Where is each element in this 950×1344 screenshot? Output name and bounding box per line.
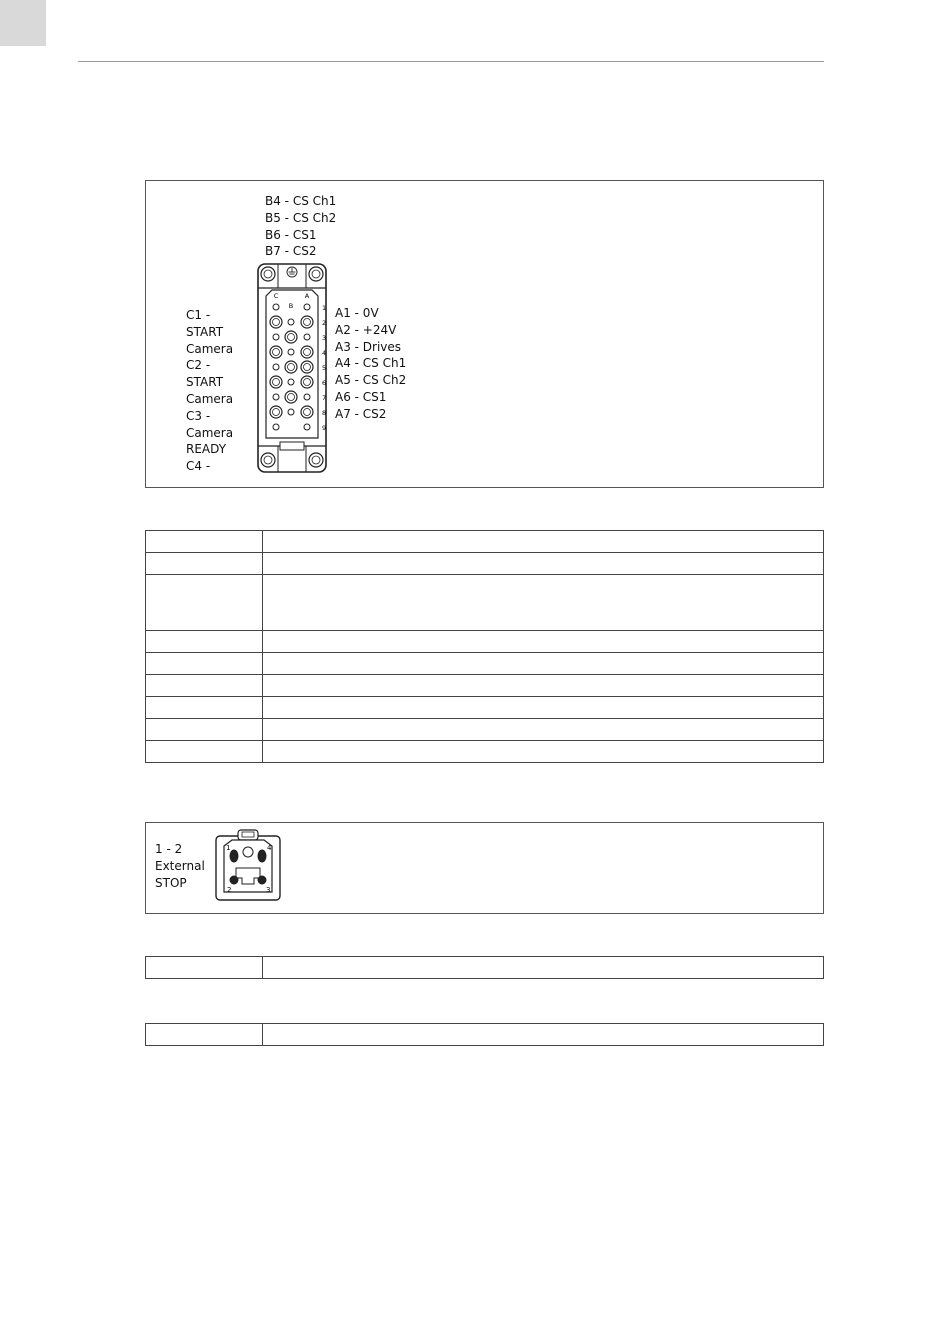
c-label: C2 -: [186, 358, 211, 373]
external-stop-figure: [145, 822, 824, 914]
table-row: [146, 631, 824, 653]
connector-figure: [145, 180, 824, 488]
pin-number: 4: [267, 844, 272, 852]
info-table: [145, 1023, 824, 1046]
c-label: C3 -: [186, 408, 211, 423]
c-label: START: [186, 375, 224, 390]
stop-connector-drawing: [214, 828, 282, 902]
a-label: A7 - CS2: [335, 406, 387, 421]
b-label: B7 - CS2: [265, 244, 317, 259]
row-number: 6: [322, 379, 327, 387]
row-number: 1: [322, 304, 327, 312]
column-letter: B: [288, 302, 294, 310]
table-row: [146, 719, 824, 741]
a-label: A6 - CS1: [335, 389, 387, 404]
b-pin-labels: [265, 193, 336, 260]
a-label: A3 - Drives: [335, 339, 402, 354]
b-label: B6 - CS1: [265, 227, 317, 242]
table-row: [146, 675, 824, 697]
row-number: 2: [322, 319, 327, 327]
row-number: 4: [322, 349, 327, 357]
c-label: C1 -: [186, 308, 211, 322]
table-row: [146, 697, 824, 719]
a-label: A5 - CS Ch2: [335, 373, 407, 388]
row-number: 7: [322, 394, 327, 402]
row-number: 8: [322, 409, 327, 417]
external-stop-table: [145, 956, 824, 979]
table-row: [146, 553, 824, 575]
table-row: [146, 653, 824, 675]
table-row: [146, 1024, 824, 1046]
stop-label: External: [155, 858, 205, 873]
table-row: [146, 531, 824, 553]
table-row: [146, 957, 824, 979]
column-letter: A: [304, 292, 310, 300]
stop-label: STOP: [155, 875, 187, 890]
contact-pins: [270, 304, 313, 430]
a-label: A2 - +24V: [335, 322, 397, 337]
c-label: Camera: [186, 341, 234, 356]
row-number: 3: [322, 334, 327, 342]
page-corner-tab: [0, 0, 46, 46]
pin-assignment-table: [145, 530, 824, 763]
c-label: READY: [186, 442, 227, 457]
stop-label: 1 - 2: [155, 842, 183, 856]
c-label: START: [186, 324, 224, 339]
b-label: B4 - CS Ch1: [265, 194, 337, 208]
a-label: A4 - CS Ch1: [335, 356, 407, 371]
c-label: Camera: [186, 425, 234, 440]
connector-drawing: [256, 262, 332, 476]
b-label: B5 - CS Ch2: [265, 210, 337, 225]
c-label: C4 -: [186, 459, 211, 474]
table-row: [146, 575, 824, 631]
row-number: 5: [322, 364, 327, 372]
column-letter: C: [273, 292, 279, 300]
pin-number: 1: [226, 844, 231, 852]
c-label: Camera: [186, 391, 234, 406]
pin-number: 2: [227, 886, 232, 894]
a-label: A1 - 0V: [335, 306, 379, 320]
c-pin-labels: [186, 307, 233, 475]
table-row: [146, 741, 824, 763]
a-pin-labels: [335, 305, 406, 423]
row-number: 9: [322, 424, 327, 432]
header-rule: [78, 61, 824, 62]
pin-number: 3: [266, 886, 271, 894]
external-stop-labels: [155, 841, 205, 891]
